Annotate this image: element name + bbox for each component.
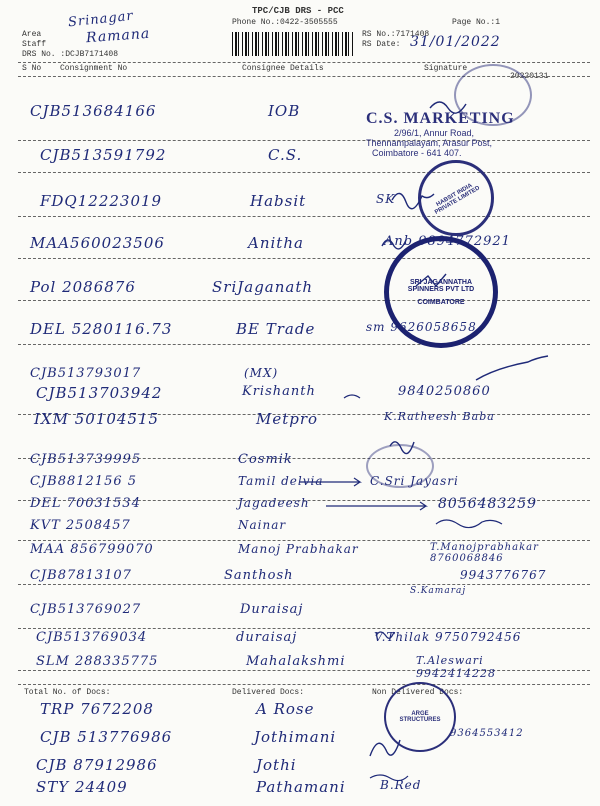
signature-note: SK bbox=[376, 192, 396, 206]
cs-marketing-address-3: Coimbatore - 641 407. bbox=[372, 148, 462, 158]
area-label: Area bbox=[22, 30, 42, 39]
non-delivered-docs-label: Non Delivered Docs: bbox=[372, 688, 464, 697]
consignment-number: MAA560023506 bbox=[30, 234, 165, 252]
jagannatha-stamp-city: COIMBATORE bbox=[417, 298, 465, 306]
signature-note: 8056483259 bbox=[438, 496, 538, 512]
phone-number: Phone No.:0422-3505555 bbox=[232, 18, 338, 27]
drs-number: DRS No. :DCJB7171408 bbox=[22, 50, 119, 59]
consignment-number: CJB513703942 bbox=[36, 384, 163, 402]
signature-note: sm 9626058658 bbox=[366, 320, 477, 334]
consignment-number: CJB513739995 bbox=[30, 452, 142, 467]
consignee-name: Habsit bbox=[250, 192, 307, 210]
consignee-name: Jothi bbox=[256, 756, 297, 774]
cs-marketing-address-1: 2/96/1, Annur Road, bbox=[394, 128, 475, 138]
consignee-name: Mahalakshmi bbox=[246, 654, 346, 669]
consignee-name: Nainar bbox=[238, 518, 287, 532]
consignment-number: DEL 70031534 bbox=[30, 496, 141, 511]
signature-note: T.Aleswari 9942414228 bbox=[416, 654, 496, 680]
consignee-name: Santhosh bbox=[224, 568, 294, 583]
col-consignee: Consignee Details bbox=[242, 64, 324, 73]
signature-note: 9943776767 bbox=[460, 568, 547, 582]
signature-note: Anb 9894772921 bbox=[384, 234, 511, 249]
consignee-name: (MX) bbox=[244, 366, 279, 380]
signature-stroke bbox=[416, 274, 446, 286]
consignee-name: Anitha bbox=[248, 234, 304, 252]
delivered-docs-label: Delivered Docs: bbox=[232, 688, 305, 697]
structures-stamp-text: ARGE STRUCTURES bbox=[399, 711, 441, 723]
consignment-number: DEL 5280116.73 bbox=[30, 320, 173, 338]
signature-note: V.Thilak 9750792456 bbox=[374, 630, 522, 644]
col-consignment: Consignment No bbox=[60, 64, 128, 73]
signature-stroke bbox=[476, 356, 548, 380]
consignee-name: Jagadeesh bbox=[238, 496, 310, 510]
consignee-name: Jothimani bbox=[254, 728, 337, 746]
signature-stroke bbox=[382, 240, 406, 249]
signature-stroke bbox=[376, 632, 394, 638]
rs-date-value: 31/01/2022 bbox=[410, 34, 501, 50]
consignment-number: CJB87813107 bbox=[30, 568, 132, 583]
consignee-name: Manoj Prabhakar bbox=[238, 542, 359, 556]
signature-stroke bbox=[436, 520, 502, 528]
consignment-number: CJB513793017 bbox=[30, 366, 142, 381]
signature-stroke bbox=[344, 395, 360, 398]
document-title: TPC/CJB DRS - PCC bbox=[252, 6, 344, 16]
consignment-number: Pol 2086876 bbox=[30, 278, 136, 296]
consignee-name: duraisaj bbox=[236, 630, 298, 645]
consignment-number: CJB513591792 bbox=[40, 146, 167, 164]
signature-date: 20220131 bbox=[510, 72, 549, 81]
col-sno: S No bbox=[22, 64, 42, 73]
consignee-name: A Rose bbox=[256, 700, 315, 718]
consignee-name: IOB bbox=[268, 102, 301, 120]
consignment-number: MAA 856799070 bbox=[30, 542, 154, 557]
area-handwritten: Srinagar bbox=[67, 8, 135, 31]
staff-handwritten: Ramana bbox=[85, 25, 151, 47]
signature-note: 9364553412 bbox=[450, 728, 524, 739]
signature-note: K.Ratheesh Baba bbox=[384, 410, 495, 423]
rs-number: RS No.:7171408 bbox=[362, 30, 430, 39]
signature-stroke bbox=[326, 502, 426, 510]
page-number: Page No.:1 bbox=[452, 18, 501, 27]
consignee-name: Duraisaj bbox=[240, 602, 304, 617]
consignment-number: KVT 2508457 bbox=[30, 518, 131, 533]
signature-note: 9840250860 bbox=[398, 384, 491, 399]
consignment-number: CJB 513776986 bbox=[40, 728, 173, 746]
consignee-name: Cosmik bbox=[238, 452, 293, 467]
rs-date-label: RS Date: bbox=[362, 40, 401, 49]
consignment-number: TRP 7672208 bbox=[40, 700, 154, 718]
consignee-name: SriJaganath bbox=[212, 278, 314, 296]
consignee-name: Metpro bbox=[256, 410, 319, 428]
consignee-name: Tamil delvia bbox=[238, 474, 324, 488]
consignee-name: Pathamani bbox=[256, 778, 346, 796]
consignment-number: FDQ12223019 bbox=[40, 192, 163, 210]
signature-note: T.Manojprabhakar 8760068846 bbox=[430, 542, 539, 564]
consignment-number: CJB513769027 bbox=[30, 602, 142, 617]
consignment-number: CJB 87912986 bbox=[36, 756, 158, 774]
jagannatha-stamp-text: SRI JAGANNATHA SPINNERS PVT LTD bbox=[407, 278, 475, 293]
signature-stroke bbox=[370, 775, 408, 781]
consignment-number: CJB8812156 5 bbox=[30, 474, 138, 489]
consignment-number: CJB513769034 bbox=[36, 630, 148, 645]
consignee-name: BE Trade bbox=[236, 320, 316, 338]
consignee-name: Krishanth bbox=[242, 384, 316, 399]
signature-stroke bbox=[392, 193, 434, 208]
col-signature: Signature bbox=[424, 64, 468, 73]
signature-note: B.Red bbox=[380, 778, 422, 792]
cs-marketing-title: C.S. MARKETING bbox=[366, 110, 515, 127]
consignment-number: STY 24409 bbox=[36, 778, 128, 796]
consignment-number: CJB513684166 bbox=[30, 102, 157, 120]
staff-label: Staff bbox=[22, 40, 47, 49]
signature-note: S.Kamaraj bbox=[410, 586, 467, 596]
signature-stroke bbox=[390, 442, 414, 454]
total-docs-label: Total No. of Docs: bbox=[24, 688, 111, 697]
signature-stroke bbox=[300, 478, 360, 486]
signature-stroke bbox=[430, 102, 466, 113]
habsit-stamp-text: HABSIT INDIA PRIVATE LIMITED bbox=[434, 182, 481, 216]
consignee-name: C.S. bbox=[268, 146, 303, 164]
signature-stroke bbox=[370, 740, 400, 756]
consignment-number: IXM 50104515 bbox=[34, 410, 160, 428]
cs-marketing-address-2: Thennampalayam, Arasur Post, bbox=[366, 138, 493, 148]
consignment-number: SLM 288335775 bbox=[36, 654, 159, 669]
signature-note: C.Sri Jayasri bbox=[370, 474, 459, 488]
